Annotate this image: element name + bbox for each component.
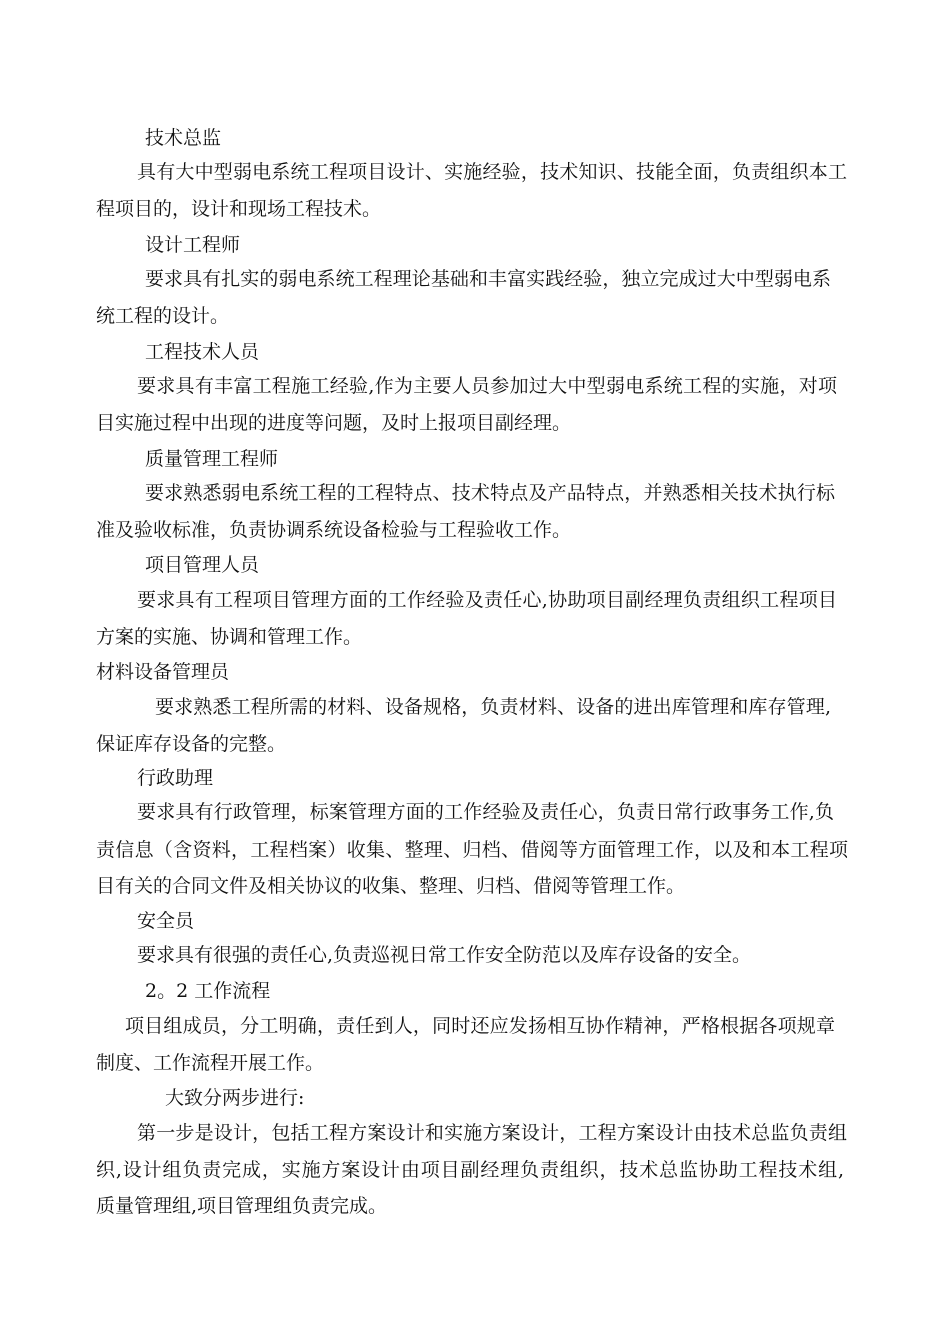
section-heading-design-engineer: 设计工程师 — [145, 234, 241, 256]
section-heading-safety-officer: 安全员 — [137, 910, 195, 932]
section-heading-quality-engineer: 质量管理工程师 — [145, 448, 279, 470]
paragraph-line: 责信息（含资料，工程档案）收集、整理、归档、借阅等方面管理工作，以及和本工程项 — [96, 839, 848, 861]
paragraph-line: 程项目的，设计和现场工程技术。 — [96, 198, 382, 220]
paragraph-line: 方案的实施、协调和管理工作。 — [96, 626, 363, 648]
paragraph-line: 质量管理组,项目管理组负责完成。 — [96, 1195, 388, 1217]
paragraph-line: 要求熟悉弱电系统工程的工程特点、技术特点及产品特点，并熟悉相关技术执行标 — [145, 482, 835, 504]
section-heading-project-manager: 项目管理人员 — [145, 554, 260, 576]
paragraph-line: 要求具有丰富工程施工经验,作为主要人员参加过大中型弱电系统工程的实施，对项 — [137, 375, 837, 397]
paragraph-line: 制度、工作流程开展工作。 — [96, 1052, 325, 1074]
section-heading-materials-manager: 材料设备管理员 — [96, 661, 230, 683]
paragraph-line: 保证库存设备的完整。 — [96, 733, 287, 755]
paragraph-line: 织,设计组负责完成，实施方案设计由项目副经理负责组织，技术总监协助工程技术组, — [96, 1159, 844, 1181]
paragraph-line: 统工程的设计。 — [96, 305, 230, 327]
paragraph-line: 目实施过程中出现的进度等问题，及时上报项目副经理。 — [96, 412, 572, 434]
section-heading-engineering-tech: 工程技术人员 — [145, 341, 260, 363]
paragraph-line: 第一步是设计，包括工程方案设计和实施方案设计，工程方案设计由技术总监负责组 — [137, 1122, 847, 1144]
section-heading-workflow: 2。2 工作流程 — [145, 980, 271, 1002]
paragraph-line: 要求具有很强的责任心,负责巡视日常工作安全防范以及库存设备的安全。 — [137, 944, 752, 966]
paragraph-line: 项目组成员，分工明确，责任到人，同时还应发扬相互协作精神，严格根据各项规章 — [125, 1015, 835, 1037]
paragraph-line: 要求具有扎实的弱电系统工程理论基础和丰富实践经验，独立完成过大中型弱电系 — [145, 268, 831, 290]
paragraph-line: 准及验收标准，负责协调系统设备检验与工程验收工作。 — [96, 519, 572, 541]
paragraph-line: 要求熟悉工程所需的材料、设备规格，负责材料、设备的进出库管理和库存管理, — [155, 696, 831, 718]
paragraph-line: 要求具有工程项目管理方面的工作经验及责任心,协助项目副经理负责组织工程项目 — [137, 589, 837, 611]
section-heading-tech-director: 技术总监 — [145, 127, 222, 149]
paragraph-line: 要求具有行政管理，标案管理方面的工作经验及责任心，负责日常行政事务工作,负 — [137, 801, 834, 823]
paragraph-line: 目有关的合同文件及相关协议的收集、整理、归档、借阅等管理工作。 — [96, 875, 686, 897]
section-heading-admin-assistant: 行政助理 — [137, 767, 214, 789]
paragraph-line: 大致分两步进行: — [165, 1087, 305, 1109]
paragraph-line: 具有大中型弱电系统工程项目设计、实施经验，技术知识、技能全面，负责组织本工 — [137, 161, 847, 183]
